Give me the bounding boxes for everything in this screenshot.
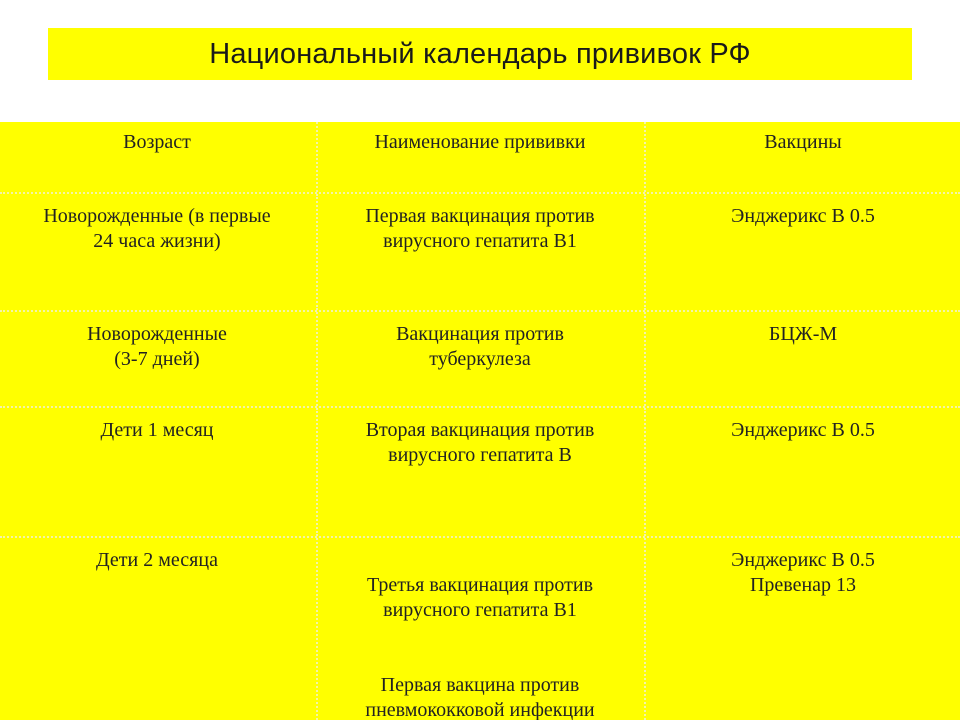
cell-vaccines: БЦЖ-М <box>644 312 960 406</box>
cell-vaccination: Вторая вакцинация против вирусного гепатита В <box>316 408 642 536</box>
cell-age: Дети 2 месяца <box>96 549 218 571</box>
cell-age: Новорожденные (в первые 24 часа жизни) <box>43 205 271 252</box>
title-banner <box>48 28 912 80</box>
vaccination-table <box>0 122 960 720</box>
table-header-row <box>0 122 960 192</box>
cell-vaccines: Энджерикс В 0.5 Превенар 13 <box>644 538 960 720</box>
cell-spacer <box>318 623 642 648</box>
header-vaccination: Наименование прививки <box>316 122 642 192</box>
table-row <box>0 536 960 720</box>
cell-vaccination: Первая вакцинация против вирусного гепатита B1 <box>316 194 642 310</box>
slide-title: Национальный календарь прививок РФ <box>209 37 751 70</box>
cell-vaccination <box>316 538 642 720</box>
table-row <box>0 406 960 536</box>
cell-age: Новорожденные (3-7 дней) <box>87 323 227 370</box>
cell-vaccines: Энджерикс В 0.5 <box>644 194 960 310</box>
cell-vaccination: Вакцинация против туберкулеза <box>316 312 642 406</box>
cell-vaccination-primary: Третья вакцинация против вирусного гепатита B1 <box>366 574 594 621</box>
cell-age: Дети 1 месяц <box>100 419 214 441</box>
table-row <box>0 310 960 406</box>
table-row <box>0 192 960 310</box>
cell-vaccines: Энджерикс В 0.5 <box>644 408 960 536</box>
header-age: Возраст <box>123 131 191 153</box>
header-vaccines: Вакцины <box>644 122 960 192</box>
cell-vaccination-secondary: Первая вакцина против пневмококковой инфекции <box>365 674 595 720</box>
